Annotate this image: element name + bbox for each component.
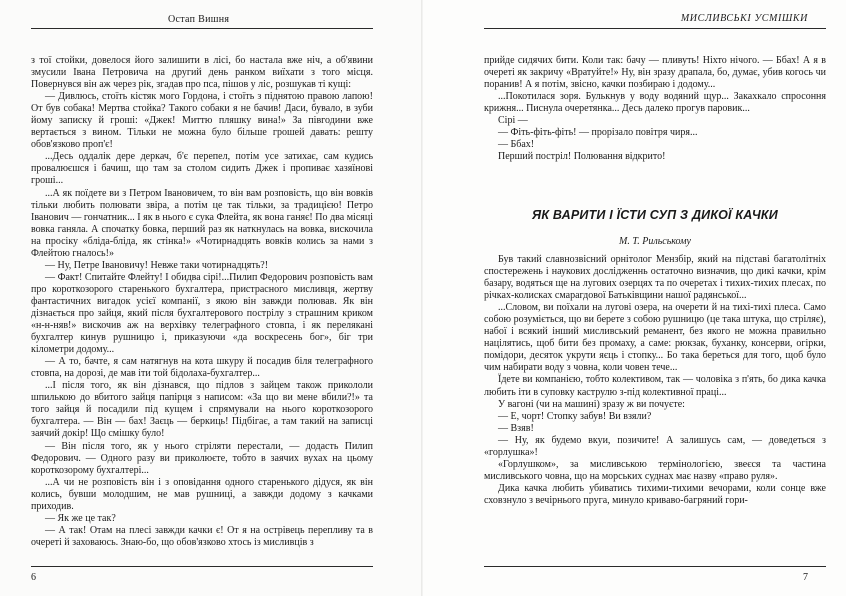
dedication: М. Т. Рильському [618,236,691,247]
running-head-title: МИСЛИВСЬКІ УСМІШКИ [680,13,808,24]
paragraph: — Ну, Петре Івановичу! Невже таки чотирнадцять?! [45,259,269,271]
header-rule [484,28,826,29]
paragraph: «Горлушком», за мисливською термінологією, звеєся та частина мисливського човна, що на морських суднах має назву «право руля». [484,458,826,482]
paragraph: Перший постріл! Полювання відкрито! [498,151,666,163]
right-page-bottom-body [484,254,826,507]
left-page-body [31,55,373,549]
right-page [423,0,846,596]
paragraph: ...І після того, як він дізнався, що підлов з зайцем також прикололи шпилькою до вбитого зайця папірця з написом: «За що ви мене вбили?!» та того зайця й посадили під кущем і спрямували на нього короткозорого бухгалтера. — Він — бах! Заєць — беркиць! Підбігає, а там такий на записці заячий докір! Що смішку було! [31,380,373,440]
paragraph: — А то, бачте, я сам натягнув на кота шкуру й посадив біля телеграфного стовпа, на дорозі, де мав іти той бідолаха-бухгалтер... [31,356,373,380]
paragraph: ...Десь оддалік дере деркач, б'є перепел, потім усе затихає, сам кудись провалюєшся і бачиш, що там за столом сидить Джек і пропиває хазяїнові гроші... [31,151,373,187]
header-rule [31,28,373,29]
paragraph: прийде сидячих бити. Коли так: бачу — пливуть! Ніхто нічого. — Ббах! А я в очереті як закричу «Вратуйте!» Ну, він зразу драпала, бо, думає, убив когось чи поранив! А я потім, звісно, качки позбираю і додому... [484,55,826,91]
paragraph: — Взяв! [498,422,534,434]
footer-rule [484,566,826,567]
paragraph: Дика качка любить убиватись тихими-тихими вечорами, коли сонце вже сховзнуло з вечірнього пруга, минуло кривaво-багряний гори- [484,482,826,506]
paragraph: — Факт! Спитайте Флейту! І обидва сірі!...Пилип Федорович розповість вам про короткозорого старенького бухгалтера, пристрасного мисливця, жертву фантастичних вигадок усієї компанії, з якою він завжди полював. Як він дізнається про зайця, який після бухгалтерового пострілу з страшним криком «н-н-няв!» вискочив аж на верхівку телеграфного стовпа, і як перелякані бухгалтер кинув рушницю і, приказуючи «да воскресень бог», біг три кілометри додому... [31,271,373,356]
paragraph: — А так! Отам на плесі завжди качки є! От я на острівець перепливу та в очереті й заховаюсь. Знаю-бо, що обов'язково хтось із мисливців з [31,524,373,548]
paragraph: — Як же це так? [45,512,116,524]
paragraph: з тої стойки, довелося його залишити в лісі, бо настала вже ніч, а об'явини змусили Івана Петровича на другий день ранком виїхати з того місця. Повернувся він аж через рік, згадав про пса, пішов у ліс, розшукав ті кущі: [31,55,373,91]
paragraph: — Ббах! [498,139,535,151]
paragraph: ...Словом, ви поїхали на лугові озера, на очерети й на тихі-тихі плеса. Само собою розуміється, що ви берете з собою рушницю (це така штука, що стріляє), набої і всякий інший мисливський реманент, без якого не можна правильно націлятись, щоб бити без промаху, а саме: рюкзак, буханку, консерви, огірки, помідори, десяток укрути яєць і стопку... Бо така береться для того, щоб було чим набирати воду з човна, коли човен тече... [484,302,826,374]
paragraph: Був такий славнозвісний орнітолог Мензбір, який на підставі багатолітніх спостережень і наукових дослідженнь остаточно визначив, що дикі качки, крім базару, водяться ще на лугових озерцях та по очеретах і тихих-тихих плесах, по річках-колисках смарагдової Батьківщини нашої радянської... [484,254,826,302]
footer-rule [31,566,373,567]
paragraph: ...Покотилася зоря. Булькнув у воду водяний щур... Закахкало спросоння крижня... Писнула очеретянка... Десь далеко прогув паровик... [484,91,826,115]
page-number: 6 [31,572,36,583]
chapter-title: ЯК ВАРИТИ І ЇСТИ СУП З ДИКОЇ КАЧКИ [532,208,778,222]
paragraph: — Дивлюсь, стоїть кістяк мого Гордона, і стоїть з піднятою правою лапою! От був собака! Мертва стойка? Такого собаки я не бачив! Даси, бувало, в зуби йому записку й гроші: «Джек! Миттю пляшку вина!» За півгодини вже вертається з вином. Тільки не можна було більше грошей давать: решту обов'язково проп'є! [31,91,373,151]
paragraph: — Він після того, як у нього стріляти перестали, — додасть Пилип Федорович. — Одного разу ви приколюєте, тобто в заячих вухах на цьому короткозорому бухгалтері... [31,440,373,476]
paragraph: ...А як поїдете ви з Петром Івановичем, то він вам розповість, що він вовків тільки любить полювати звіра, а потім це так тільки, за традицією! Петро Іванович — гончатник... І як в нього є сука Флейта, як вона ганяє! По два місяці вовка ганяла. А спочатку бовка, перший раз як наткнулась на вовка, вискочила на просіку «бліда-бліда, як стінка!» «Чотирнадцять вовків колись за нами з Флейтою гналось!» [31,187,373,259]
running-head-author: Остап Вишня [168,14,230,25]
paragraph: ...А чи не розповість він і з оповідання одного старенького дідуся, як він колись, бувши молодшим, не мав рушниці, а завжди додому з качками приходив. [31,476,373,512]
paragraph: — Ну, як будемо вкуи, позичите! А залишусь сам, — доведеться з «горлушка»! [484,434,826,458]
page-number: 7 [803,572,808,583]
paragraph: У вагоні (чи на машині) зразу ж ви почуєте: [498,398,685,410]
right-page-top-body [484,55,826,163]
paragraph: Їдете ви компанією, тобто колективом, так — чоловіка з п'ять, бо дика качка любить іти в суповку каструлю з-під колективної праці... [484,374,826,398]
paragraph: Сірі — [498,115,528,127]
paragraph: — Е, чорт! Стопку забув! Ви взяли? [498,410,652,422]
paragraph: — Фіть-фіть-фіть! — прорізало повітря чиря... [498,127,698,139]
